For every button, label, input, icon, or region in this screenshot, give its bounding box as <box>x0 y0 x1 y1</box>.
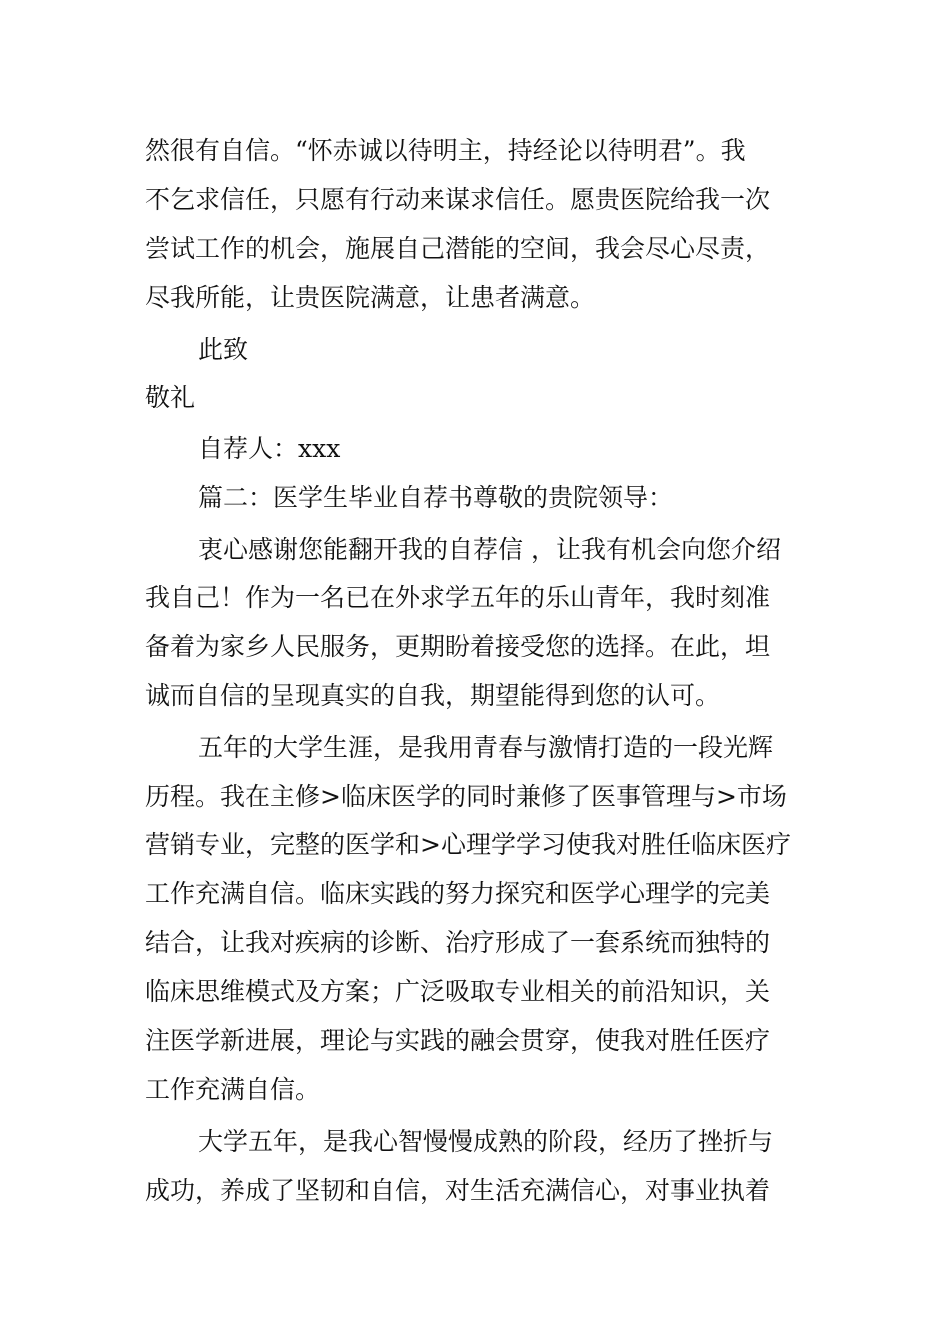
section-heading: 篇二：医学生毕业自荐书尊敬的贵院领导： <box>198 483 674 512</box>
text-line: 尝试工作的机会，施展自己潜能的空间，我会尽心尽责， <box>145 234 771 263</box>
text-line: 结合，让我对疾病的诊断、治疗形成了一套系统而独特的 <box>145 928 771 957</box>
closing-salutation: 此致 <box>198 335 249 364</box>
text-line: 我自己！作为一名已在外求学五年的乐山青年，我时刻准 <box>145 583 771 612</box>
text-line: 营销专业，完整的医学和>心理学学习使我对胜任临床医疗 <box>145 830 791 859</box>
text-line: 然很有自信。“怀赤诚以待明主，持经论以待明君”。我 <box>145 136 746 165</box>
text-line: 大学五年，是我心智慢慢成熟的阶段，经历了挫折与 <box>198 1127 774 1156</box>
text-line: 不乞求信任，只愿有行动来谋求信任。愿贵医院给我一次 <box>145 185 771 214</box>
text-line: 成功，养成了坚韧和自信，对生活充满信心，对事业执着 <box>145 1176 771 1205</box>
text-line: 诚而自信的呈现真实的自我，期望能得到您的认可。 <box>145 681 721 710</box>
text-line: 五年的大学生涯，是我用青春与激情打造的一段光辉 <box>198 733 774 762</box>
text-line: 工作充满自信。临床实践的努力探究和医学心理学的完美 <box>145 879 771 908</box>
text-line: 注医学新进展，理论与实践的融会贯穿，使我对胜任医疗 <box>145 1026 771 1055</box>
signature-line: 自荐人：xxx <box>198 434 341 463</box>
text-line: 尽我所能，让贵医院满意，让患者满意。 <box>145 283 596 312</box>
text-line: 临床思维模式及方案；广泛吸取专业相关的前沿知识，关 <box>145 977 771 1006</box>
closing-regards: 敬礼 <box>145 383 196 412</box>
text-line: 历程。我在主修>临床医学的同时兼修了医事管理与>市场 <box>145 782 787 811</box>
text-line: 备着为家乡人民服务，更期盼着接受您的选择。在此，坦 <box>145 632 771 661</box>
text-line: 工作充满自信。 <box>145 1075 321 1104</box>
text-line: 衷心感谢您能翻开我的自荐信 ，让我有机会向您介绍 <box>198 535 781 564</box>
